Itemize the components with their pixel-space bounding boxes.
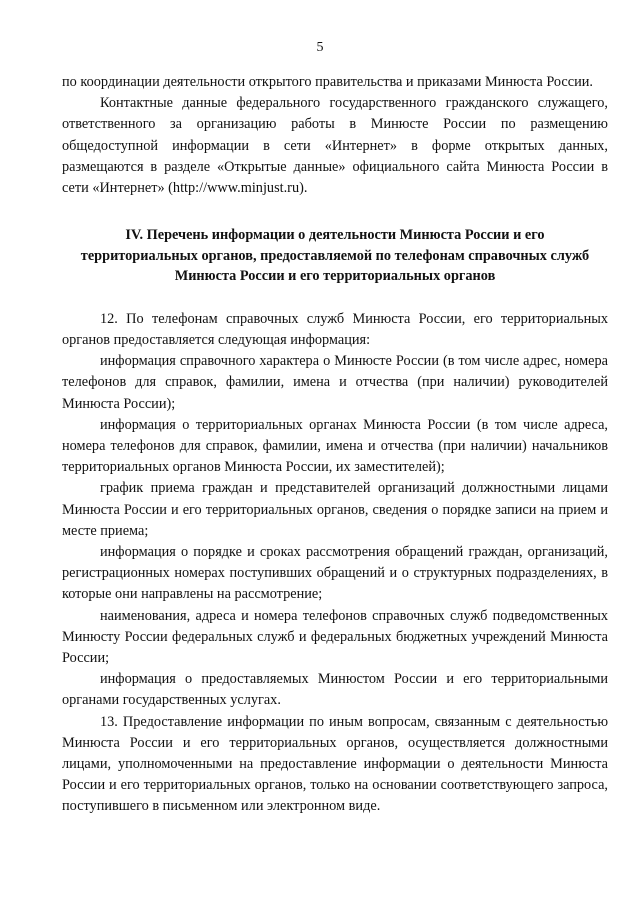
paragraph: 13. Предоставление информации по иным вопросам, связанным с деятельностью Минюста России и его территориальных органов, осуществляется должностными лицами, уполномоченными на предоставление информации о деятельности Минюста России и его территориальных органов, только на основании соответствующего запроса, поступившего в письменном или электронном виде. <box>62 713 608 815</box>
list-item: график приема граждан и представителей организаций должностными лицами Минюста России и его территориальных органов, сведения о порядке записи на прием и месте приема; <box>62 480 608 539</box>
list-item: наименования, адреса и номера телефонов справочных служб подведомственных Минюсту России федеральных служб и федеральных бюджетных учреждений Минюста России; <box>62 607 608 666</box>
paragraph: Контактные данные федерального государственного гражданского служащего, ответственного за организацию работы в Минюсте России по размещению общедоступной информации в сети «Интернет» в форме открытых данных, размещаются в разделе «Открытые данные» официального сайта Минюста России в сети «Интернет» (http://www.minjust.ru). <box>62 95 608 197</box>
list-item: информация о порядке и сроках рассмотрения обращений граждан, организаций, регистрационных номерах поступивших обращений и о структурных подразделениях, в которые они направлены на рассмотрение; <box>62 543 608 603</box>
paragraph: 12. По телефонам справочных служб Минюста России, его территориальных органов предоставляется следующая информация: <box>62 310 608 348</box>
list-item: информация о предоставляемых Минюстом России и его территориальными органами государственных услугах. <box>62 671 608 709</box>
page-number: 5 <box>316 40 324 55</box>
list-item: информация о территориальных органах Минюста России (в том числе адреса, номера телефонов для справок, фамилии, имена и отчества (при наличии) начальников территориальных органов Минюста России, их заместителей); <box>62 416 608 476</box>
list-item: информация справочного характера о Минюсте России (в том числе адрес, номера телефонов для справок, фамилии, имена и отчества (при наличии) руководителей Минюста России); <box>62 353 608 412</box>
document-body <box>62 72 608 818</box>
section-title: IV. Перечень информации о деятельности Минюста России и его территориальных органов, предоставляемой по телефонам справочных служб Минюста России и его территориальных органов <box>80 227 590 285</box>
paragraph: по координации деятельности открытого правительства и приказами Минюста России. <box>62 74 594 90</box>
